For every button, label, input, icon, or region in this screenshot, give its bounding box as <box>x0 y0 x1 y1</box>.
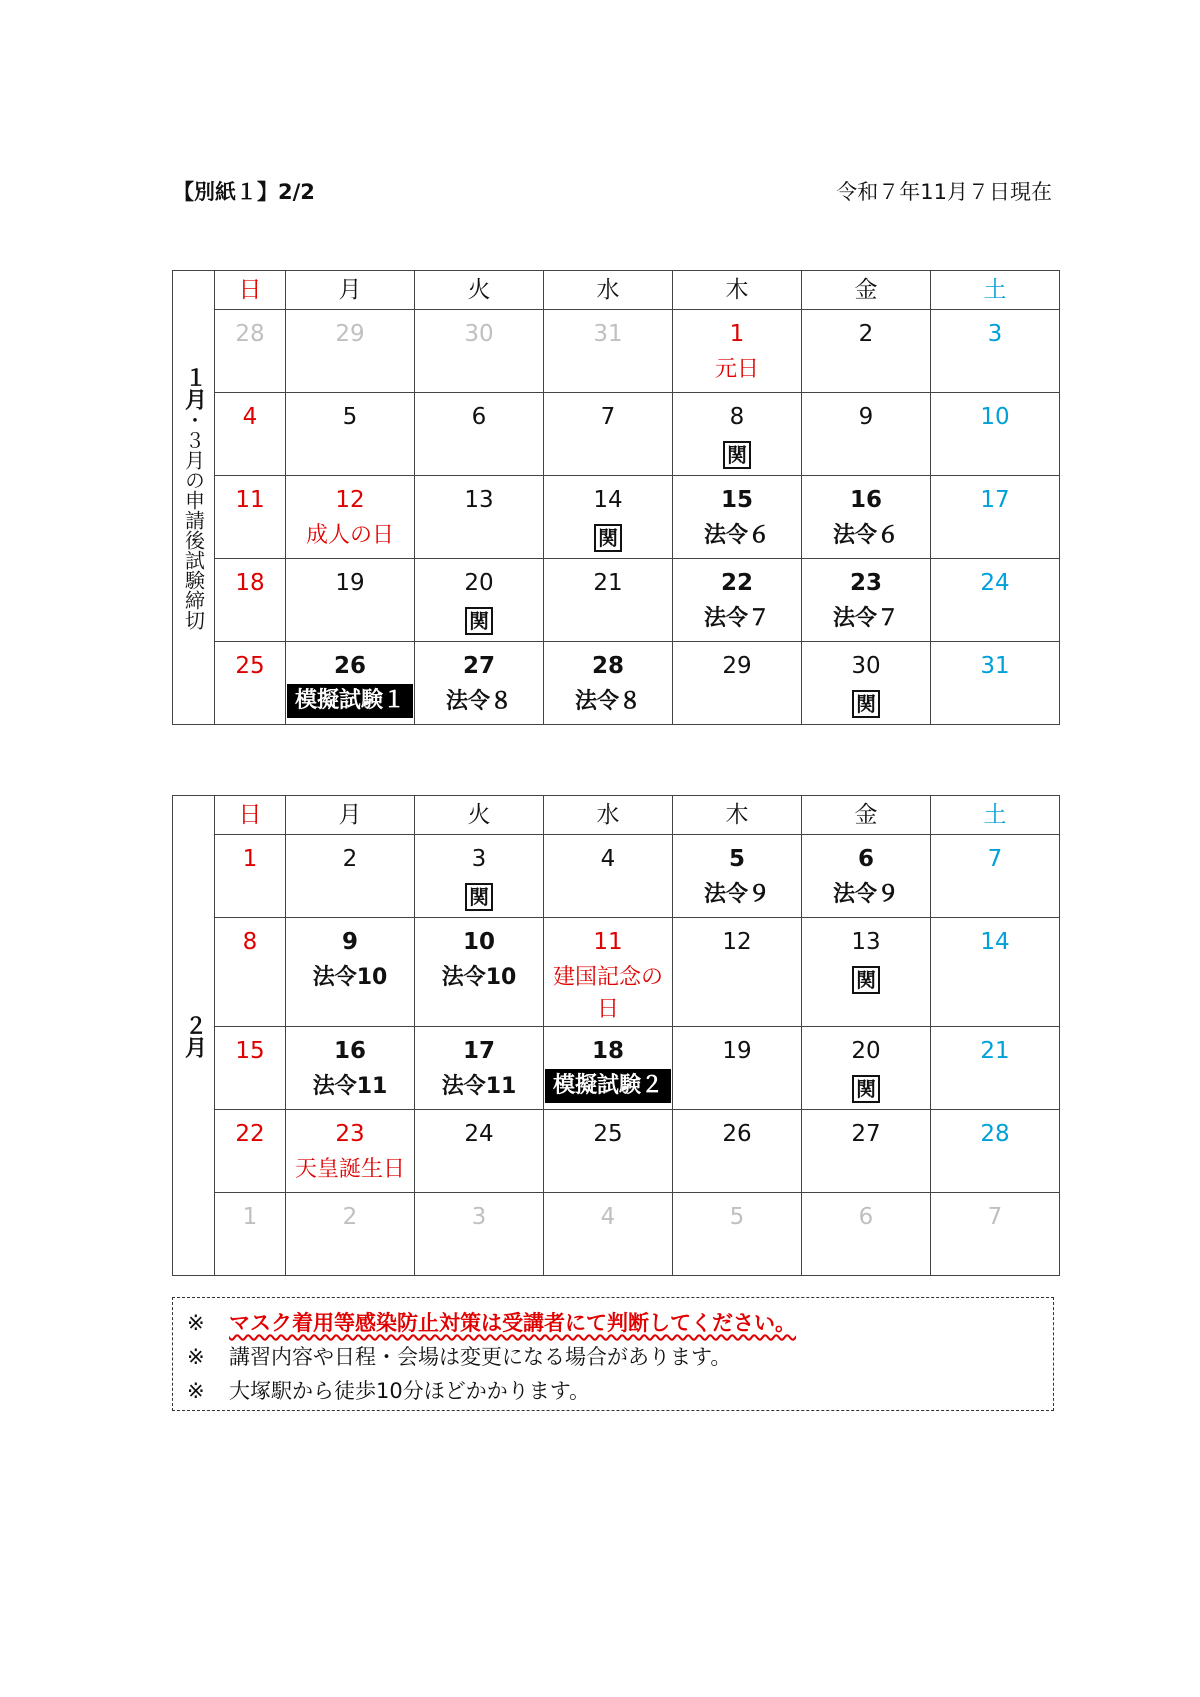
side-label-text: ・３月の申請後試験締切 <box>181 409 206 630</box>
week-row <box>173 1027 1060 1110</box>
day-cell <box>215 1027 286 1110</box>
day-event: 法令10 <box>312 965 388 990</box>
day-number: 21 <box>593 570 623 596</box>
day-number: 6 <box>471 404 487 430</box>
side-label-month: １月 <box>181 365 207 410</box>
day-cell <box>415 918 544 1027</box>
note-mark: ※ <box>187 1379 205 1403</box>
day-number: 30 <box>464 321 494 347</box>
day-cell <box>802 835 931 918</box>
day-cell <box>931 918 1060 1027</box>
weekday-header: 土 <box>931 796 1060 835</box>
day-event: 成人の日 <box>305 523 394 548</box>
day-event: 法令８ <box>445 689 512 714</box>
day-cell <box>415 393 544 476</box>
day-number: 26 <box>333 653 366 679</box>
day-number: 23 <box>849 570 882 596</box>
day-cell <box>673 476 802 559</box>
day-number: 5 <box>729 1204 745 1230</box>
day-number: 2 <box>342 1204 358 1230</box>
day-number: 9 <box>858 404 874 430</box>
venue-kan-badge: 関 <box>852 966 880 994</box>
day-number: 2 <box>342 846 358 872</box>
day-number: 10 <box>980 404 1010 430</box>
note-line <box>187 1306 1039 1340</box>
weekday-header: 土 <box>931 271 1060 310</box>
day-cell <box>673 1193 802 1276</box>
venue-kan-badge: 関 <box>852 1075 880 1103</box>
day-number: 28 <box>980 1121 1010 1147</box>
day-cell <box>215 393 286 476</box>
calendar-february <box>172 795 1060 1276</box>
day-cell <box>931 310 1060 393</box>
day-cell <box>802 1110 931 1193</box>
day-event: 法令９ <box>832 882 899 907</box>
day-cell <box>673 918 802 1027</box>
day-number: 5 <box>728 846 745 872</box>
week-row <box>173 393 1060 476</box>
day-number: 7 <box>987 846 1003 872</box>
weekday-header-row <box>173 271 1060 310</box>
day-number: 1 <box>729 321 745 347</box>
day-number: 31 <box>593 321 623 347</box>
day-cell <box>544 835 673 918</box>
day-number: 23 <box>335 1121 365 1147</box>
day-number: 17 <box>462 1038 495 1064</box>
day-cell <box>931 642 1060 725</box>
day-cell <box>802 476 931 559</box>
note-schedule-change: 講習内容や日程・会場は変更になる場合があります。 <box>229 1345 732 1369</box>
day-number: 9 <box>341 929 358 955</box>
day-cell <box>286 1193 415 1276</box>
day-number: 20 <box>851 1038 881 1064</box>
day-number: 21 <box>980 1038 1010 1064</box>
weekday-header: 月 <box>286 796 415 835</box>
side-label <box>173 796 215 1276</box>
day-number: 3 <box>471 1204 487 1230</box>
day-number: 4 <box>600 1204 616 1230</box>
weekday-header: 月 <box>286 271 415 310</box>
day-number: 26 <box>722 1121 752 1147</box>
day-cell <box>286 476 415 559</box>
day-cell <box>215 918 286 1027</box>
day-number: 14 <box>980 929 1010 955</box>
day-number: 1 <box>242 1204 258 1230</box>
day-cell <box>415 1110 544 1193</box>
day-cell <box>802 393 931 476</box>
day-number: 7 <box>600 404 616 430</box>
day-cell <box>215 1110 286 1193</box>
day-cell <box>544 1110 673 1193</box>
day-event: 法令６ <box>832 523 899 548</box>
document-label: 【別紙１】2/2 <box>173 180 315 204</box>
day-event: 法令９ <box>703 882 770 907</box>
day-cell <box>544 476 673 559</box>
day-number: 8 <box>729 404 745 430</box>
day-number: 27 <box>462 653 495 679</box>
day-cell <box>802 1027 931 1110</box>
day-cell <box>802 1193 931 1276</box>
week-row <box>173 1193 1060 1276</box>
day-number: 3 <box>471 846 487 872</box>
day-number: 10 <box>462 929 495 955</box>
day-number: 6 <box>858 1204 874 1230</box>
day-number: 1 <box>242 846 258 872</box>
day-cell <box>286 393 415 476</box>
day-number: 29 <box>722 653 752 679</box>
day-number: 16 <box>333 1038 366 1064</box>
day-number: 6 <box>857 846 874 872</box>
day-cell <box>931 1027 1060 1110</box>
day-number: 18 <box>591 1038 624 1064</box>
day-event: 法令６ <box>703 523 770 548</box>
note-line <box>187 1374 1039 1408</box>
day-cell <box>286 918 415 1027</box>
day-number: 12 <box>335 487 365 513</box>
day-cell <box>673 559 802 642</box>
day-cell <box>673 642 802 725</box>
weekday-header: 木 <box>673 271 802 310</box>
day-cell <box>286 835 415 918</box>
day-event: 元日 <box>714 357 759 382</box>
week-row <box>173 310 1060 393</box>
mock-exam-label: 模擬試験２ <box>545 1069 671 1103</box>
day-number: 4 <box>242 404 258 430</box>
day-cell <box>286 1110 415 1193</box>
weekday-header: 水 <box>544 796 673 835</box>
day-number: 15 <box>235 1038 265 1064</box>
day-cell <box>544 1027 673 1110</box>
note-mark: ※ <box>187 1311 205 1335</box>
day-number: 24 <box>980 570 1010 596</box>
venue-kan-badge: 関 <box>852 690 880 718</box>
day-number: 22 <box>720 570 753 596</box>
day-number: 7 <box>987 1204 1003 1230</box>
day-cell <box>544 1193 673 1276</box>
day-number: 13 <box>851 929 881 955</box>
day-cell <box>673 393 802 476</box>
day-number: 22 <box>235 1121 265 1147</box>
day-cell <box>215 642 286 725</box>
day-number: 30 <box>851 653 881 679</box>
day-number: 27 <box>851 1121 881 1147</box>
day-cell <box>673 310 802 393</box>
weekday-header: 日 <box>215 271 286 310</box>
day-number: 8 <box>242 929 258 955</box>
day-event: 法令10 <box>441 965 517 990</box>
day-cell <box>215 476 286 559</box>
day-number: 12 <box>722 929 752 955</box>
day-cell <box>544 310 673 393</box>
day-number: 14 <box>593 487 623 513</box>
side-label-month: ２月 <box>181 1013 207 1058</box>
day-cell <box>544 393 673 476</box>
day-number: 20 <box>464 570 494 596</box>
notes-box <box>172 1297 1054 1411</box>
day-event: 天皇誕生日 <box>294 1157 405 1182</box>
day-cell <box>544 559 673 642</box>
day-number: 28 <box>235 321 265 347</box>
week-row <box>173 835 1060 918</box>
day-number: 4 <box>600 846 616 872</box>
day-cell <box>415 642 544 725</box>
weekday-header: 金 <box>802 271 931 310</box>
day-cell <box>802 310 931 393</box>
day-number: 15 <box>720 487 753 513</box>
weekday-header: 水 <box>544 271 673 310</box>
day-number: 29 <box>335 321 365 347</box>
day-number: 11 <box>235 487 265 513</box>
day-event: 法令７ <box>832 606 899 631</box>
day-cell <box>931 1193 1060 1276</box>
week-row <box>173 918 1060 1027</box>
day-cell <box>802 918 931 1027</box>
weekday-header: 木 <box>673 796 802 835</box>
day-number: 2 <box>858 321 874 347</box>
note-access: 大塚駅から徒歩10分ほどかかります。 <box>229 1379 591 1403</box>
day-cell <box>673 835 802 918</box>
note-line <box>187 1340 1039 1374</box>
day-cell <box>415 1193 544 1276</box>
day-cell <box>415 835 544 918</box>
day-number: 18 <box>235 570 265 596</box>
venue-kan-badge: 関 <box>723 441 751 469</box>
day-event: 法令７ <box>703 606 770 631</box>
day-cell <box>931 476 1060 559</box>
day-number: 19 <box>335 570 365 596</box>
weekday-header: 日 <box>215 796 286 835</box>
venue-kan-badge: 関 <box>465 883 493 911</box>
day-cell <box>673 1027 802 1110</box>
day-cell <box>673 1110 802 1193</box>
day-cell <box>415 559 544 642</box>
day-cell <box>286 642 415 725</box>
day-cell <box>215 1193 286 1276</box>
venue-kan-badge: 関 <box>594 524 622 552</box>
day-cell <box>802 559 931 642</box>
day-number: 13 <box>464 487 494 513</box>
weekday-header: 火 <box>415 796 544 835</box>
day-cell <box>415 1027 544 1110</box>
week-row <box>173 1110 1060 1193</box>
day-cell <box>286 559 415 642</box>
weekday-header-row <box>173 796 1060 835</box>
side-label <box>173 271 215 725</box>
weekday-header: 火 <box>415 271 544 310</box>
mock-exam-label: 模擬試験１ <box>287 684 413 718</box>
day-number: 31 <box>980 653 1010 679</box>
day-cell <box>544 918 673 1027</box>
week-row <box>173 476 1060 559</box>
day-cell <box>286 310 415 393</box>
day-cell <box>286 1027 415 1110</box>
day-number: 24 <box>464 1121 494 1147</box>
day-number: 28 <box>591 653 624 679</box>
venue-kan-badge: 関 <box>465 607 493 635</box>
day-cell <box>931 393 1060 476</box>
day-cell <box>544 642 673 725</box>
day-cell <box>415 476 544 559</box>
calendar-january <box>172 270 1060 725</box>
day-number: 11 <box>593 929 623 955</box>
day-number: 25 <box>593 1121 623 1147</box>
day-event: 法令８ <box>574 689 641 714</box>
day-number: 3 <box>987 321 1003 347</box>
day-cell <box>802 642 931 725</box>
day-cell <box>215 835 286 918</box>
week-row <box>173 559 1060 642</box>
day-number: 16 <box>849 487 882 513</box>
week-row <box>173 642 1060 725</box>
weekday-header: 金 <box>802 796 931 835</box>
day-cell <box>931 1110 1060 1193</box>
day-event: 法令11 <box>441 1074 517 1099</box>
note-mask: マスク着用等感染防止対策は受講者にて判断してください。 <box>229 1311 796 1335</box>
day-number: 17 <box>980 487 1010 513</box>
day-number: 19 <box>722 1038 752 1064</box>
day-number: 5 <box>342 404 358 430</box>
day-cell <box>215 310 286 393</box>
day-cell <box>931 835 1060 918</box>
as-of-date: 令和７年11月７日現在 <box>836 180 1052 204</box>
day-cell <box>931 559 1060 642</box>
day-number: 25 <box>235 653 265 679</box>
day-event: 建国記念の日 <box>552 965 663 1022</box>
day-event: 法令11 <box>312 1074 388 1099</box>
day-cell <box>215 559 286 642</box>
note-mark: ※ <box>187 1345 205 1369</box>
day-cell <box>415 310 544 393</box>
